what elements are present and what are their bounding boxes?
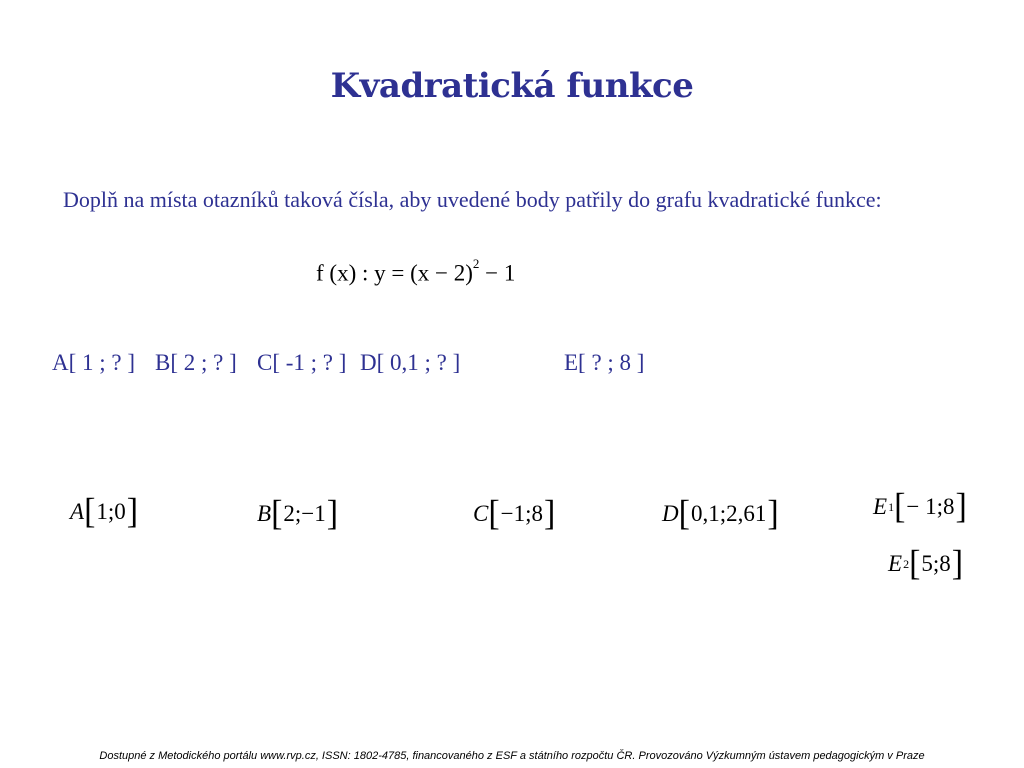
answer-a: A [ 1;0 ] [70,492,139,531]
point-e: E[ ? ; 8 ] [564,350,645,375]
formula-rhs: − 1 [479,260,516,286]
page-title: Kvadratická funkce [330,66,694,106]
answer-a-label: A [70,499,85,524]
answer-d-value: 0,1;2,61 [690,501,767,526]
answer-e1: E 1 [ − 1;8 ] [873,487,967,526]
answer-d-label: D [662,501,679,526]
answer-d: D [ 0,1;2,61 ] [662,494,779,533]
answer-e2-value: 5;8 [921,551,951,576]
answer-e2-label: E [888,551,903,576]
formula-exponent: 2 [472,256,480,271]
footer-text: Dostupné z Metodického portálu www.rvp.cz, ISSN: 1802-4785, financovaného z ESF a státního rozpočtu ČR. Provozováno Výzkumným ústavem pedagogickým v Praze [99,750,925,762]
answer-c-value: −1;8 [500,501,544,526]
answer-e2: E 2 [ 5;8 ] [888,544,964,583]
answer-e1-sub: 1 [888,499,895,514]
answer-b: B [ 2;−1 ] [257,494,339,533]
task-text: Doplň na místa otazníků taková čísla, aby uvedené body patřily do grafu kvadratické funkce: [63,187,882,212]
answer-b-value: 2;−1 [283,501,326,526]
answer-e1-label: E [873,494,888,519]
answer-e2-sub: 2 [903,556,910,571]
formula-lhs: f (x) : y = (x − 2) [316,260,473,286]
function-formula [316,256,516,287]
point-d: D[ 0,1 ; ? ] [360,350,461,375]
point-b: B[ 2 ; ? ] [155,350,237,375]
answer-a-value: 1;0 [96,499,126,524]
answer-e1-value: − 1;8 [906,494,955,519]
answer-b-label: B [257,501,272,526]
answer-c: C [ −1;8 ] [473,494,556,533]
point-c: C[ -1 ; ? ] [257,350,347,375]
point-a: A[ 1 ; ? ] [52,350,136,375]
answer-c-label: C [473,501,489,526]
